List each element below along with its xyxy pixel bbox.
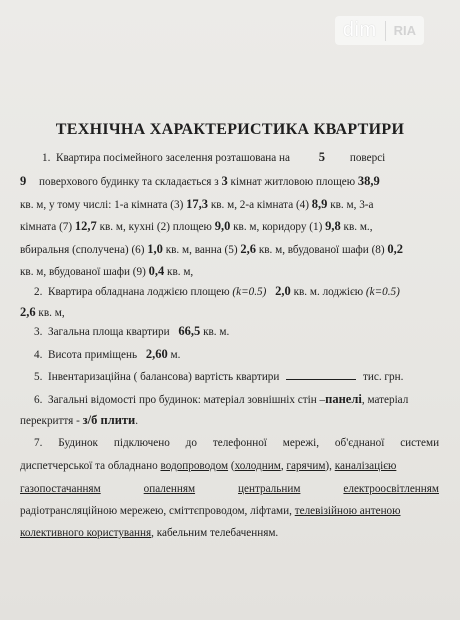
p2-value-loggia1: 2,0 — [275, 284, 291, 298]
p7-sewerage: каналізацією — [334, 460, 397, 472]
p2-value-loggia2: 2,6 — [20, 305, 36, 319]
p7-line-5 — [20, 527, 278, 539]
p1-text: кв. м, у тому числі: 1-а кімната (3) — [20, 199, 184, 211]
p5-text: 5. Інвентаризаційна ( балансова) вартість квартири — [34, 371, 280, 383]
p6-text: 6. Загальні відомості про будинок: матеріал зовнішніх стін – — [34, 394, 326, 406]
p1-text: 1. Квартира посімейного заселення розташована на — [42, 152, 290, 164]
p1-value-kitchen: 9,0 — [214, 219, 231, 233]
p7-central: центральним — [238, 483, 301, 495]
p1-text: кімната (7) — [20, 221, 73, 233]
p7-word: 7. — [34, 437, 43, 449]
p6-text: . — [135, 415, 139, 427]
p1-value-room3: 12,7 — [74, 219, 97, 233]
p1-text: кв. м, коридору (1) — [233, 221, 323, 233]
p2-text: 2. Квартира обладнана лоджією площею — [34, 286, 230, 298]
p1-value-bath: 2,6 — [240, 242, 257, 256]
p6-value-floors: з/б плити — [82, 413, 136, 427]
p1-text: кв. м, 3-а — [330, 199, 374, 211]
p1-text: кв. м, ванна (5) — [165, 244, 238, 256]
p7-text: , — [280, 460, 284, 472]
p1-text: кв. м., — [343, 221, 373, 233]
p1-value-wc: 1,0 — [147, 242, 163, 256]
p1-line-6 — [20, 264, 193, 279]
p1-value-closet9: 0,4 — [148, 264, 165, 278]
p1-line-1 — [42, 150, 385, 165]
p6-text: , матеріал — [361, 394, 409, 406]
p7-word: об'єднаної — [334, 437, 385, 449]
p3-text: кв. м. — [203, 326, 230, 338]
p7-word: Будинок — [58, 437, 98, 449]
watermark-dim: dim — [342, 19, 377, 41]
p1-text: поверсі — [349, 152, 386, 164]
p2-line-1 — [34, 284, 400, 299]
p1-value-corridor: 9,8 — [325, 219, 341, 233]
p6-line-2 — [20, 413, 138, 428]
p7-water-supply: водопроводом — [160, 460, 229, 472]
p7-line-2 — [20, 460, 396, 472]
p7-text: диспетчерської та обладнано — [20, 460, 158, 472]
p5-line — [34, 370, 403, 383]
p2-coef: (k=0.5) — [365, 286, 400, 298]
p7-electric-lighting: електроосвітленням — [343, 483, 440, 495]
p4-line — [34, 347, 180, 362]
p5-text: тис. грн. — [362, 371, 404, 383]
p1-line-2 — [20, 174, 380, 189]
watermark-ria: RIA — [393, 23, 416, 38]
p1-text: кв. м, — [167, 266, 194, 278]
p7-text: радіотрансляційною мережею, сміттєпроводом, ліфтами, — [20, 505, 292, 517]
p2-text: кв. м, — [38, 307, 65, 319]
p1-value-closet8: 0,2 — [387, 242, 404, 256]
watermark-separator — [385, 21, 386, 41]
p1-line-5 — [20, 242, 403, 257]
p1-value-floors: 9 — [20, 174, 27, 188]
p7-gas: газопостачанням — [20, 483, 101, 495]
p1-value-floor: 5 — [318, 150, 326, 164]
p7-text: ), — [325, 460, 332, 472]
p1-text: кімнат житловою площею — [230, 176, 356, 188]
p1-value-rooms: 3 — [221, 174, 228, 188]
p4-text: м. — [170, 349, 181, 361]
p7-line-4 — [20, 505, 401, 517]
p7-line-3 — [20, 483, 439, 495]
p7-text: , кабельним телебаченням. — [151, 527, 279, 539]
watermark-logo — [335, 16, 424, 45]
p7-line-1 — [34, 437, 439, 449]
p5-blank-line — [286, 370, 356, 380]
p4-value-height: 2,60 — [145, 347, 168, 361]
p3-value-total-area: 66,5 — [178, 324, 201, 338]
p1-text: вбиральня (сполучена) (6) — [20, 244, 145, 256]
p3-text: 3. Загальна площа квартири — [34, 326, 170, 338]
p1-line-4 — [20, 219, 373, 234]
p7-tv-antenna: телевізійною антеною — [294, 505, 401, 517]
p6-line-1 — [34, 392, 408, 407]
p7-collective-use: колективного користування — [20, 527, 152, 539]
p1-line-3 — [20, 197, 374, 212]
p7-text: ( — [230, 460, 235, 472]
p1-text: кв. м, вбудованої шафи (8) — [258, 244, 385, 256]
p2-coef: (k=0.5) — [232, 286, 267, 298]
p2-text: кв. м. лоджією — [293, 286, 364, 298]
p3-line — [34, 324, 229, 339]
p4-text: 4. Висота приміщень — [34, 349, 138, 361]
p7-word: телефонної — [212, 437, 267, 449]
p1-value-room2: 8,9 — [311, 197, 328, 211]
p7-word: до — [185, 437, 197, 449]
p1-text: кв. м, 2-а кімната (4) — [210, 199, 309, 211]
p6-value-walls: панелі — [325, 392, 362, 406]
p7-word: підключено — [113, 437, 170, 449]
p2-line-2 — [20, 305, 65, 320]
p7-cold: холодним — [234, 460, 281, 472]
p1-text: поверхового будинку та складається з — [39, 176, 219, 188]
p6-text: перекриття - — [20, 415, 80, 427]
p1-value-living-area: 38,9 — [357, 174, 380, 188]
p1-text: кв. м, вбудованої шафи (9) — [20, 266, 146, 278]
p7-word: мережі, — [282, 437, 320, 449]
p7-heating: опаленням — [143, 483, 196, 495]
p7-word: системи — [400, 437, 440, 449]
p1-text: кв. м, кухні (2) площею — [99, 221, 212, 233]
document-title: ТЕХНІЧНА ХАРАКТЕРИСТИКА КВАРТИРИ — [55, 121, 405, 138]
p1-value-room1: 17,3 — [186, 197, 209, 211]
p7-hot: гарячим — [286, 460, 326, 472]
